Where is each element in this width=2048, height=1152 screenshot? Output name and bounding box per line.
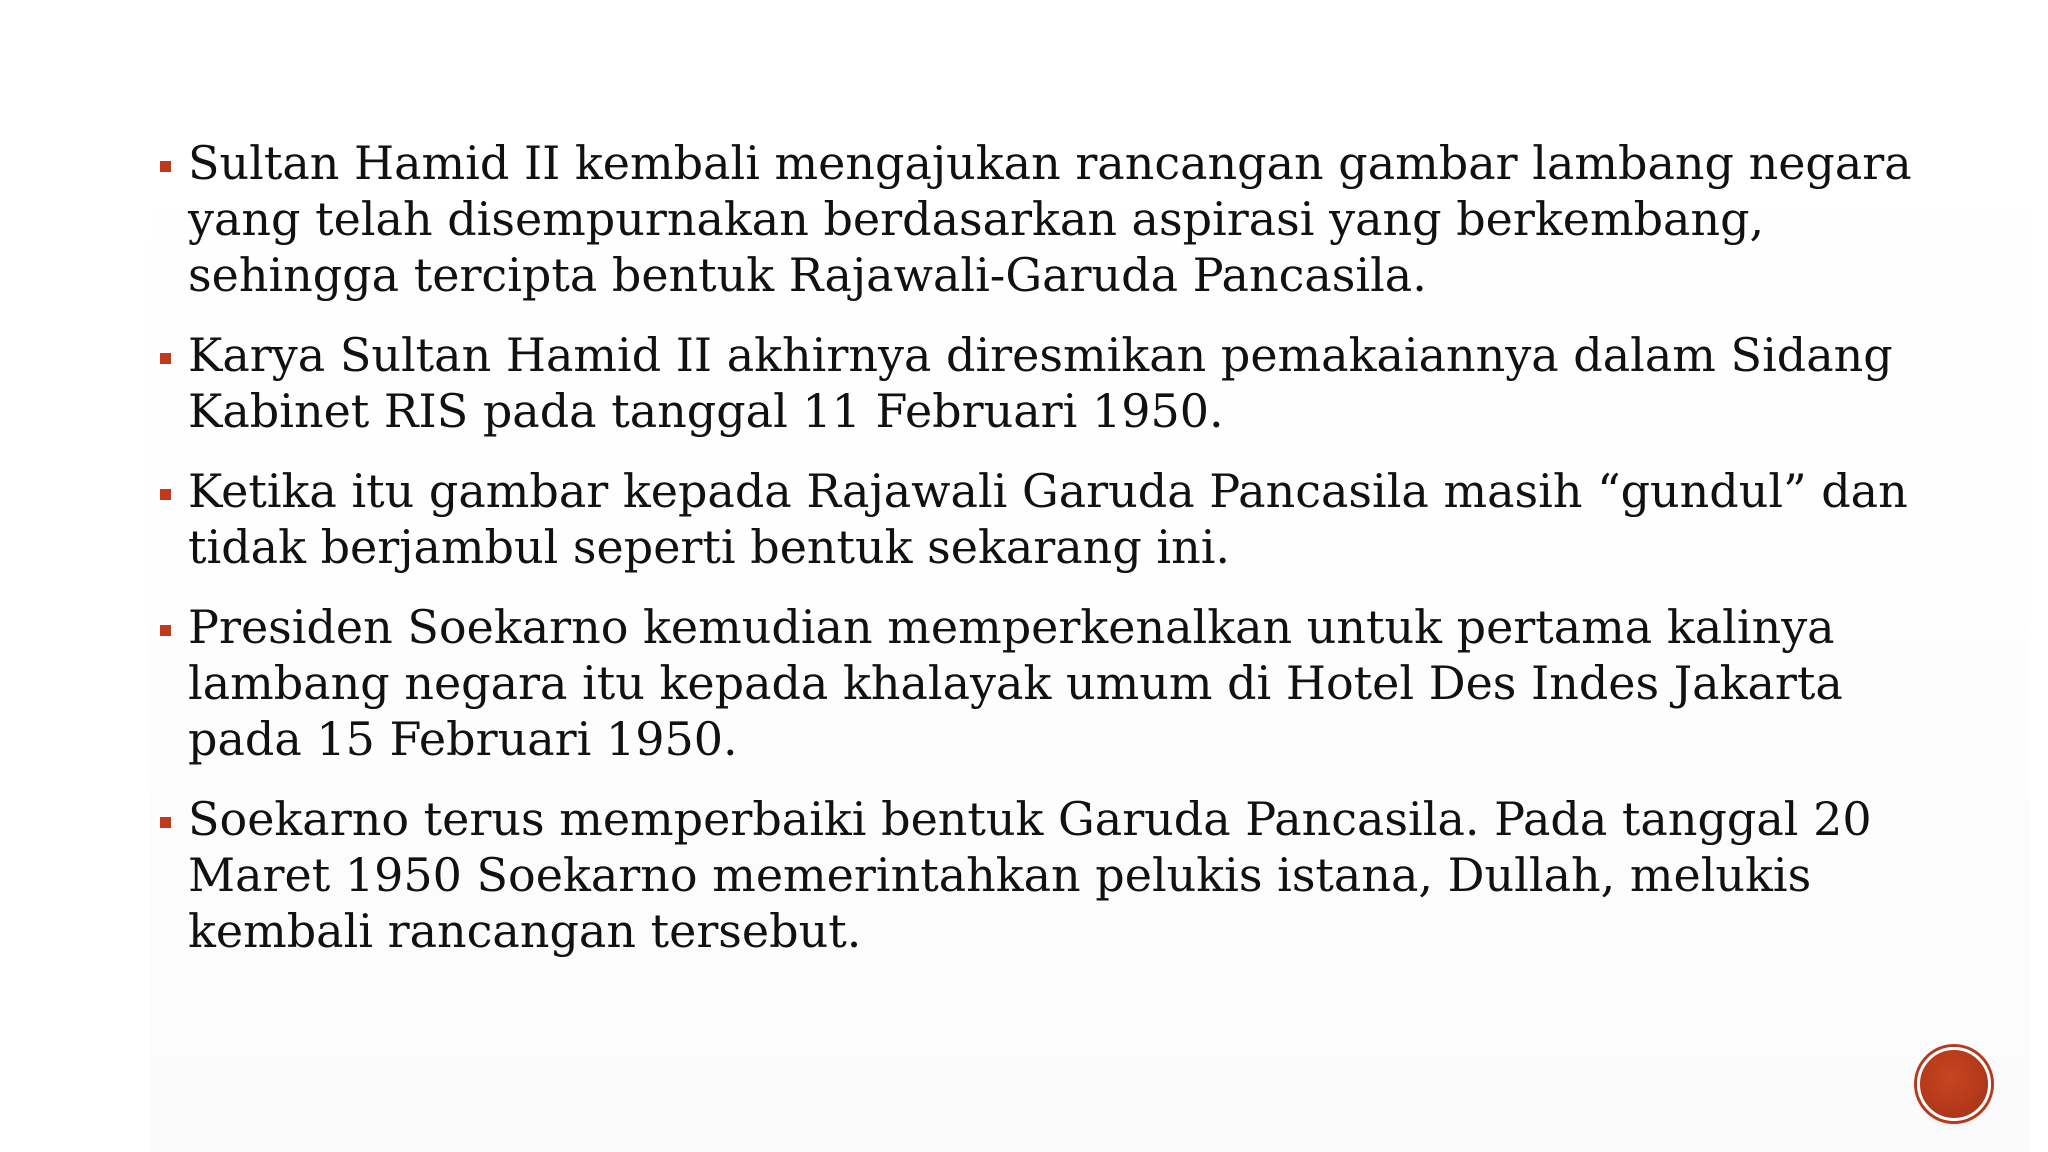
bullet-text: Soekarno terus memperbaiki bentuk Garuda Pancasila. Pada tanggal 20 Maret 1950 Soekarno memerintahkan pelukis istana, Dullah, melukis kembali rancangan tersebut.	[188, 792, 1872, 958]
bullet-list	[160, 135, 1920, 983]
square-bullet-icon	[160, 625, 171, 636]
bullet-item	[160, 135, 1920, 303]
bullet-item	[160, 327, 1920, 439]
bullet-item	[160, 599, 1920, 767]
square-bullet-icon	[160, 353, 171, 364]
bullet-text: Presiden Soekarno kemudian memperkenalkan untuk pertama kalinya lambang negara itu kepada khalayak umum di Hotel Des Indes Jakarta pada 15 Februari 1950.	[188, 600, 1843, 766]
bullet-text: Karya Sultan Hamid II akhirnya diresmikan pemakaiannya dalam Sidang Kabinet RIS pada tanggal 11 Februari 1950.	[188, 328, 1893, 438]
slide-number-circle-icon	[1917, 1047, 1991, 1121]
square-bullet-icon	[160, 161, 171, 172]
bullet-item	[160, 791, 1920, 959]
square-bullet-icon	[160, 489, 171, 500]
bullet-item	[160, 463, 1920, 575]
bullet-text: Ketika itu gambar kepada Rajawali Garuda Pancasila masih “gundul” dan tidak berjambul seperti bentuk sekarang ini.	[188, 464, 1908, 574]
bullet-text: Sultan Hamid II kembali mengajukan rancangan gambar lambang negara yang telah disempurnakan berdasarkan aspirasi yang berkembang, sehingga tercipta bentuk Rajawali-Garuda Pancasila.	[188, 136, 1912, 302]
square-bullet-icon	[160, 817, 171, 828]
